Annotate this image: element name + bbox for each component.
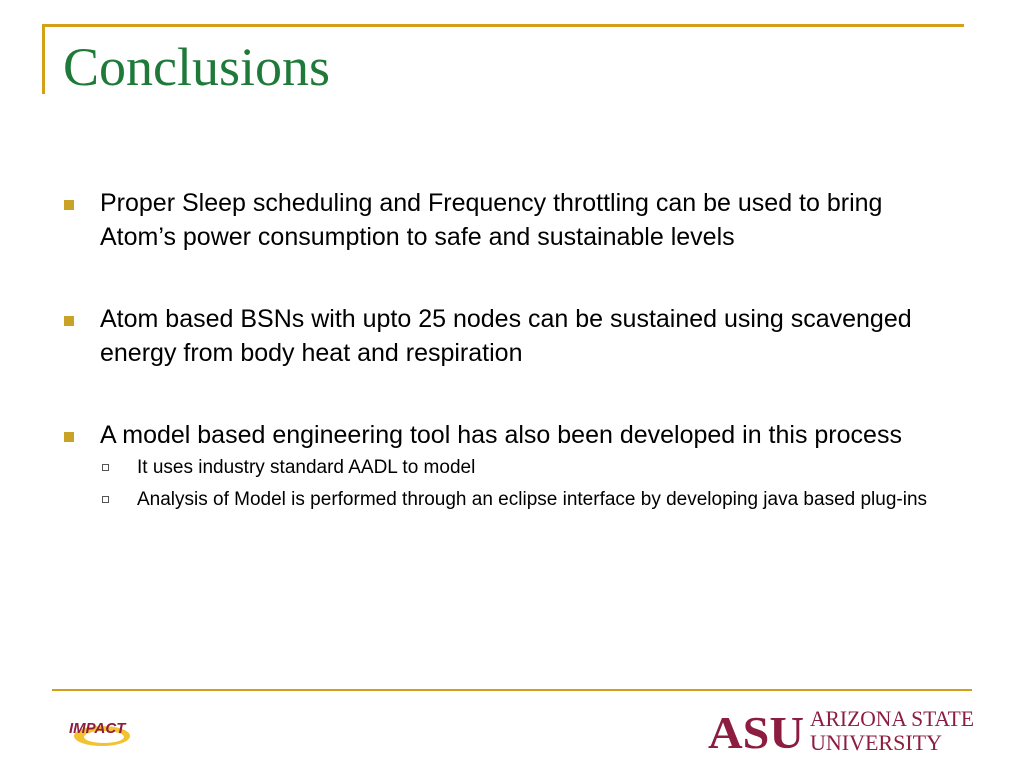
impact-logo bbox=[66, 712, 136, 750]
footer-divider bbox=[52, 689, 972, 691]
asu-logo-line1: ARIZONA STATE bbox=[810, 706, 974, 731]
square-bullet-icon bbox=[64, 200, 74, 210]
sub-bullet-item bbox=[100, 486, 940, 513]
asu-logo-line2: UNIVERSITY bbox=[810, 730, 943, 754]
bullet-text: Proper Sleep scheduling and Frequency throttling can be used to bring Atom’s power consumption to safe and sustainable levels bbox=[100, 189, 883, 251]
square-bullet-icon bbox=[64, 316, 74, 326]
square-bullet-icon bbox=[64, 432, 74, 442]
sub-bullet-list bbox=[100, 454, 940, 513]
sub-bullet-item bbox=[100, 454, 940, 481]
bullet-item bbox=[60, 186, 940, 254]
impact-logo-text: IMPACT bbox=[69, 720, 126, 737]
sub-bullet-text: It uses industry standard AADL to model bbox=[137, 457, 476, 478]
asu-logo-mark: ASU bbox=[708, 707, 804, 754]
bullet-list bbox=[60, 186, 940, 518]
slide-title: Conclusions bbox=[63, 37, 331, 97]
sub-bullet-text: Analysis of Model is performed through an eclipse interface by developing java based plug-ins bbox=[137, 489, 928, 510]
hollow-square-bullet-icon bbox=[102, 464, 109, 471]
top-border-line bbox=[42, 24, 964, 27]
hollow-square-bullet-icon bbox=[102, 496, 109, 503]
asu-logo bbox=[706, 704, 976, 754]
bullet-text: A model based engineering tool has also been developed in this process bbox=[100, 421, 902, 449]
left-border-line bbox=[42, 24, 45, 94]
bullet-item bbox=[60, 302, 940, 370]
bullet-item bbox=[60, 418, 940, 513]
bullet-text: Atom based BSNs with upto 25 nodes can be sustained using scavenged energy from body heat and respiration bbox=[100, 305, 912, 367]
